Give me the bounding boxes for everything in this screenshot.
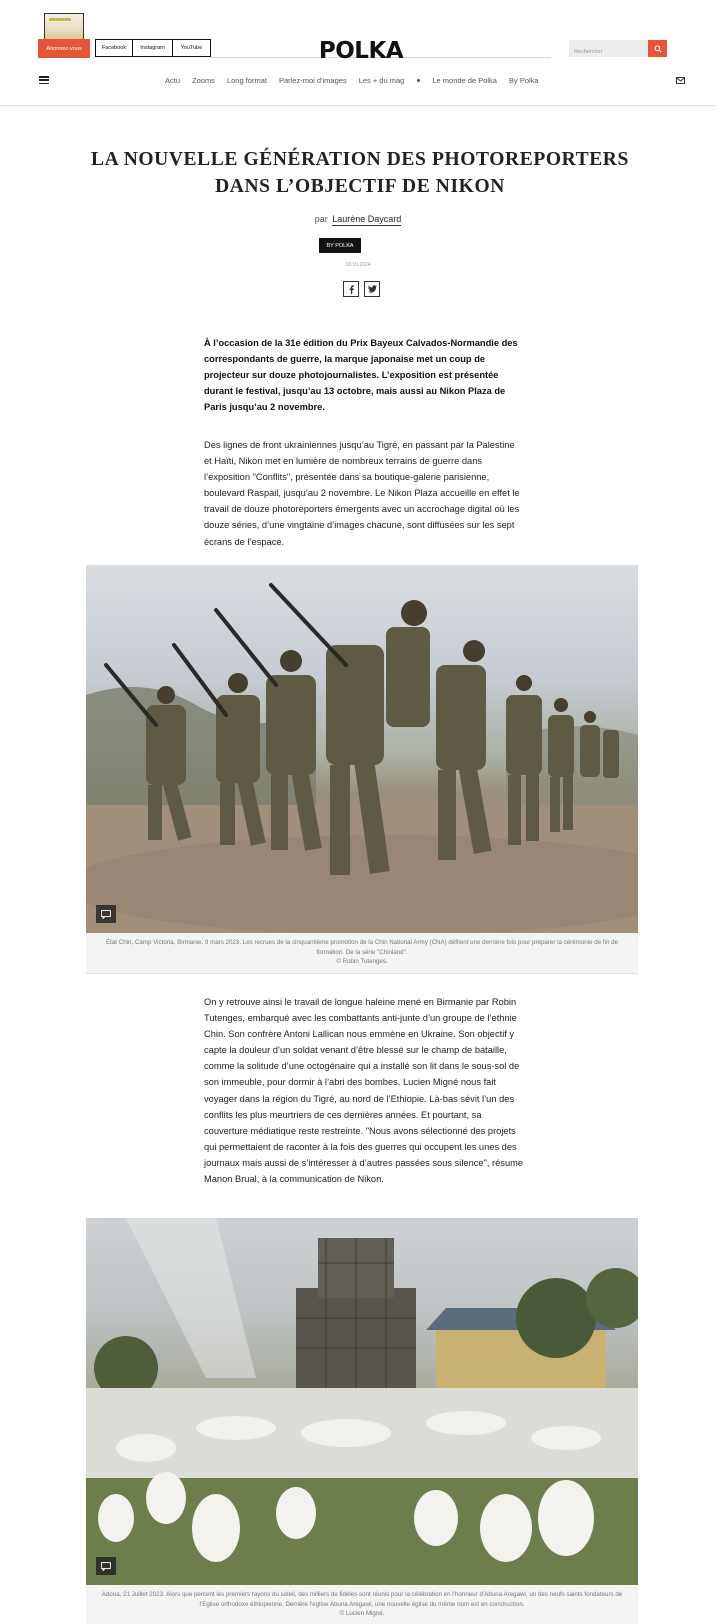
- photo-credit: © Robin Tutenges.: [336, 958, 388, 966]
- search-input[interactable]: [569, 44, 647, 61]
- facebook-link[interactable]: Facebook: [95, 39, 133, 57]
- photo-credit: © Lucien Migné.: [339, 1610, 385, 1618]
- share-facebook-button[interactable]: [343, 281, 359, 297]
- article-photo[interactable]: [86, 565, 638, 933]
- caption-toggle-button[interactable]: [96, 1557, 116, 1575]
- article-photo[interactable]: [86, 1218, 638, 1585]
- share-twitter-button[interactable]: [364, 281, 380, 297]
- search-button[interactable]: [648, 40, 667, 57]
- nav-item-les-plus-du-mag[interactable]: Les + du mag: [358, 75, 405, 85]
- magazine-cover-thumbnail[interactable]: [44, 13, 84, 41]
- nav-item-actu[interactable]: Actu: [165, 75, 181, 85]
- article-paragraph: On y retrouve ainsi le travail de longue haleine mené en Birmanie par Robin Tutenges, embarqué avec les combattants anti-junte d’un groupe de l’ethnie Chin. Son confrère Antoni Lallican nous emmène en Ukraine. Son objectif y capte la douleur d’un soldat venant d’être blessé sur le champ de bataille, comme la solitude d’une octogénaire qui a installé son lit dans le sous-sol de son immeuble, pour dormir à l’abri des bombes. Lucien Migné nous fait voyager dans la région du Tigré, au nord de l’Ethiopie. Là-bas sévit l’un des conflits les plus meurtriers de ces dernières années. Et pourtant, sa couverture médiatique reste restreinte. "Nous avons sélectionné des projets qui permettaient de raconter à la fois des guerres qui occupent les unes des journaux mais aussi de s’intéresser à d’autres passées sous silence", résume Manon Brual, à la communication de Nikon.: [204, 997, 524, 1185]
- caption-text: Adoua, 21 Juillet 2023. Alors que percent les premiers rayons du soleil, des milliers de fidèles sont réunis pour la célébration en l’honneur d’Abuna Aregawi, un des neufs saints fondateurs de l’Eglise orthodoxe éthiopienne. Derrière l’église Abuna Aregawi, une nouvelle église du même nom est en construction.: [101, 1591, 623, 1608]
- caption-toggle-button[interactable]: [96, 905, 116, 923]
- nav-item-le-monde-de-polka[interactable]: Le monde de Polka: [432, 75, 497, 85]
- article-lead: À l’occasion de la 31e édition du Prix Bayeux Calvados-Normandie des correspondants de guerre, la marque japonaise met un coup de projecteur sur douze photojournalistes. L’exposition est présentée durant le festival, jusqu’au 13 octobre, mais aussi au Nikon Plaza de Paris jusqu’au 2 novembre.: [204, 338, 518, 413]
- article-paragraph: Des lignes de front ukrainiennes jusqu’au Tigré, en passant par la Palestine et Haïti, Nikon met en lumière de nombreux terrains de guerre dans l’exposition "Conflits", présentée dans sa boutique-galerie parisienne, boulevard Raspail, jusqu’au 2 novembre. Le Nikon Plaza accueille en effet le travail de douze photoreporters émergents avec un accrochage digital où les douze séries, d’une vingtaine d’images chacune, sont diffusées sur les sept écrans de l’espace.: [204, 440, 520, 547]
- search-box: [569, 40, 667, 57]
- author-link[interactable]: Laurène Daycard: [332, 214, 402, 224]
- nav-item-parlez-moi-d-images[interactable]: Parlez-moi d'images: [278, 75, 347, 85]
- publish-date: 10.10.2024: [345, 262, 371, 268]
- nav-item-long-format[interactable]: Long format: [226, 75, 267, 85]
- mail-icon[interactable]: [676, 77, 685, 84]
- nav-separator: [417, 79, 420, 82]
- search-icon: [654, 45, 662, 53]
- twitter-icon: [368, 285, 377, 293]
- photo-caption: [86, 1585, 638, 1624]
- site-header: [0, 0, 716, 106]
- article-title: LA NOUVELLE GÉNÉRATION DES PHOTOREPORTERS DANS L’OBJECTIF DE NIKON: [91, 149, 629, 197]
- subscribe-button[interactable]: Abonnez-vous: [38, 39, 90, 58]
- byline-prefix: par: [314, 214, 328, 224]
- facebook-icon: [349, 285, 354, 294]
- photo-caption: [86, 933, 638, 974]
- caption-text: État Chin, Camp Victoria, Birmanie, 9 mars 2023. Les recrues de la cinquantième promotion de la Chin National Army (CNA) défilent une dernière fois pour préparer la cérémonie de fin de formation. De la série "Chinland".: [106, 939, 618, 956]
- category-badge[interactable]: BY POLKA: [319, 238, 361, 253]
- article-figure: [86, 565, 638, 974]
- nav-item-zooms[interactable]: Zooms: [192, 75, 215, 85]
- photo-pilgrims-gathering: [86, 1218, 638, 1585]
- caption-icon: [101, 910, 111, 919]
- youtube-link[interactable]: YouTube: [173, 39, 211, 57]
- article-figure: [86, 1218, 638, 1624]
- photo-soldiers-marching: [86, 565, 638, 933]
- site-logo[interactable]: POLKA: [318, 38, 404, 64]
- menu-icon[interactable]: [39, 76, 49, 84]
- instagram-link[interactable]: Instagram: [133, 39, 173, 57]
- byline: [0, 214, 716, 224]
- caption-icon: [101, 1562, 111, 1571]
- main-nav: [165, 74, 551, 86]
- nav-item-by-polka[interactable]: By Polka: [508, 75, 539, 85]
